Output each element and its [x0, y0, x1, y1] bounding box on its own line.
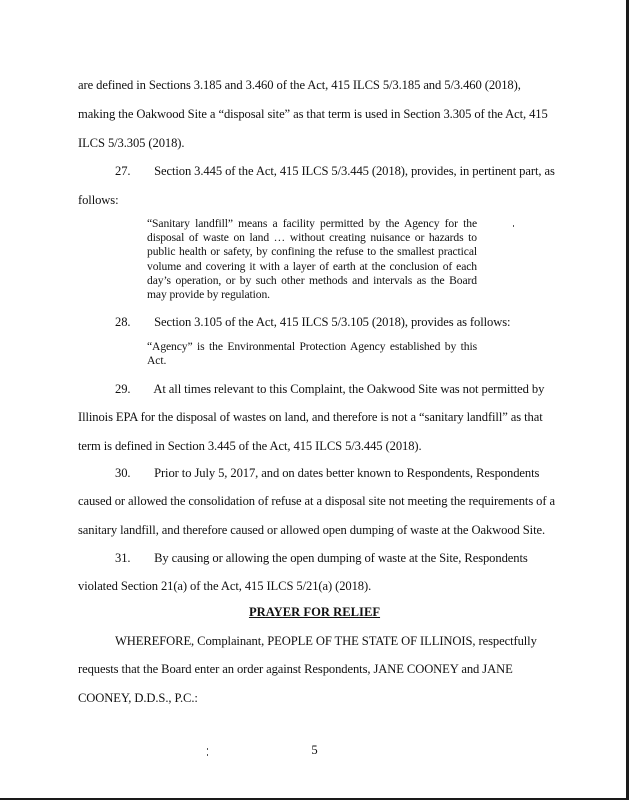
- paragraph-number: 29.: [115, 382, 131, 396]
- block-quote-sanitary-landfill: “Sanitary landfill” means a facility permitted by the Agency for the disposal of waste on land … without creating nuisance or hazards to public health or safety, by confining the refuse to the smallest practical volume and covering it with a layer of earth at the conclusion of each day’s operation, or by such other methods and intervals as the Board may provide by regulation.: [147, 217, 477, 302]
- paragraph-number: 28.: [115, 315, 131, 329]
- body-text-line: violated Section 21(a) of the Act, 415 ILCS 5/21(a) (2018).: [78, 579, 372, 593]
- paragraph-29: [115, 381, 544, 397]
- paragraph-number: 27.: [115, 164, 131, 178]
- scan-speck: [513, 225, 514, 227]
- body-text-line: making the Oakwood Site a “disposal site” as that term is used in Section 3.305 of the Act, 415: [78, 107, 548, 121]
- paragraph-text: Prior to July 5, 2017, and on dates better known to Respondents, Respondents: [154, 466, 540, 480]
- section-heading: PRAYER FOR RELIEF: [248, 605, 381, 619]
- prayer-paragraph: WHEREFORE, Complainant, PEOPLE OF THE STATE OF ILLINOIS, respectfully: [115, 634, 537, 648]
- body-text-line: caused or allowed the consolidation of refuse at a disposal site not meeting the requirements of a: [78, 494, 556, 508]
- body-text-line: requests that the Board enter an order against Respondents, JANE COONEY and JANE: [78, 662, 513, 676]
- paragraph-31: [115, 550, 528, 566]
- paragraph-27: [115, 163, 555, 179]
- body-text-line: are defined in Sections 3.185 and 3.460 of the Act, 415 ILCS 5/3.185 and 5/3.460 (2018),: [78, 78, 521, 92]
- page-number: 5: [311, 743, 318, 757]
- paragraph-text: Section 3.105 of the Act, 415 ILCS 5/3.105 (2018), provides as follows:: [154, 315, 511, 329]
- scan-speck: [207, 754, 208, 756]
- paragraph-text: At all times relevant to this Complaint, the Oakwood Site was not permitted by: [153, 382, 545, 396]
- body-text-line: COONEY, D.D.S., P.C.:: [78, 691, 198, 705]
- paragraph-28: [115, 314, 510, 330]
- scan-speck: [207, 748, 208, 750]
- paragraph-number: 31.: [115, 551, 131, 565]
- paragraph-text: Section 3.445 of the Act, 415 ILCS 5/3.445 (2018), provides, in pertinent part, as: [154, 164, 555, 178]
- paragraph-30: [115, 465, 539, 481]
- block-quote-agency: “Agency” is the Environmental Protection Agency established by this Act.: [147, 340, 477, 368]
- body-text-line: term is defined in Section 3.445 of the Act, 415 ILCS 5/3.445 (2018).: [78, 439, 422, 453]
- body-text-line: ILCS 5/3.305 (2018).: [78, 136, 185, 150]
- body-text-line: Illinois EPA for the disposal of wastes on land, and therefore is not a “sanitary landfill” as that: [78, 410, 543, 424]
- body-text-line: follows:: [78, 193, 119, 207]
- paragraph-text: By causing or allowing the open dumping of waste at the Site, Respondents: [154, 551, 528, 565]
- body-text-line: sanitary landfill, and therefore caused or allowed open dumping of waste at the Oakwood Site.: [78, 523, 546, 537]
- paragraph-number: 30.: [115, 466, 131, 480]
